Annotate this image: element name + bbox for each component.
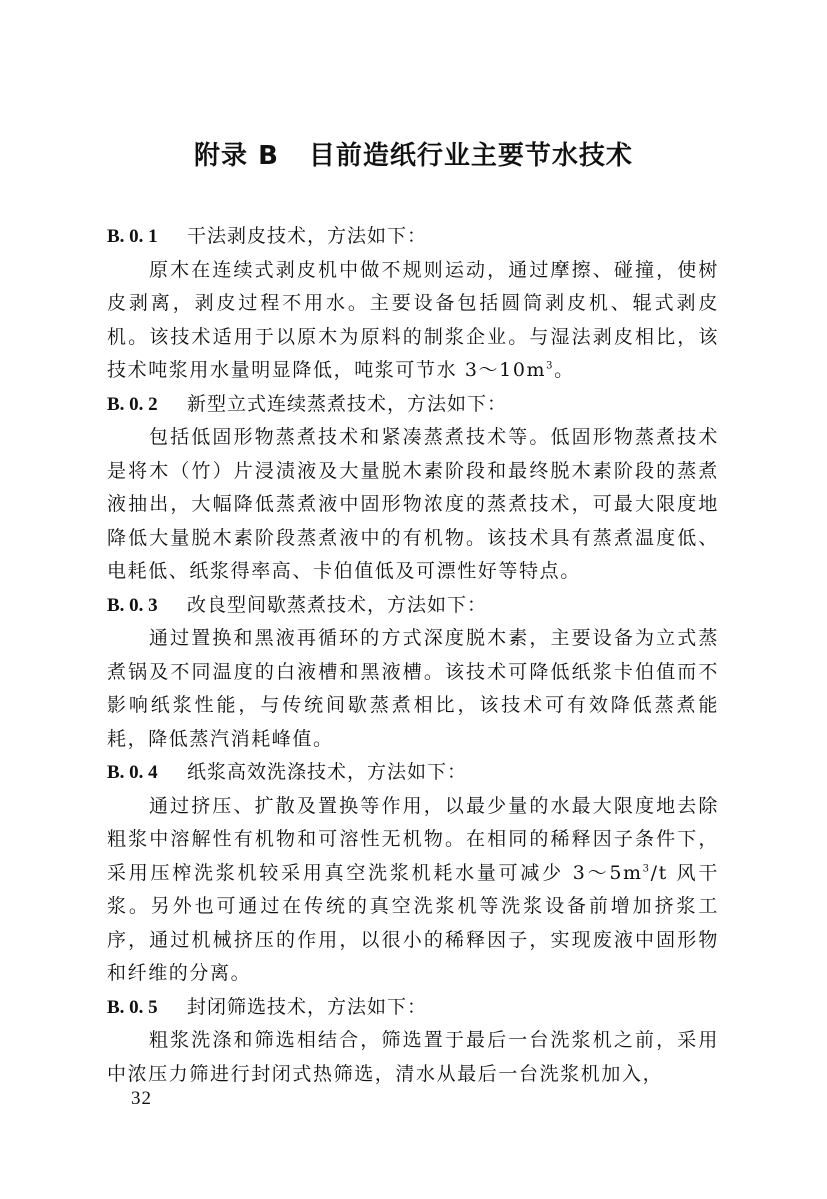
section-title: 新型立式连续蒸煮技术，方法如下：	[187, 392, 508, 415]
superscript: 3	[546, 360, 555, 372]
section-text: 包括低固形物蒸煮技术和紧凑蒸煮技术等。低固形物蒸煮技术是将木（竹）片浸渍液及大量脱木素阶段和最终脱木素阶段的蒸煮液抽出，大幅降低蒸煮液中固形物浓度的蒸煮技术，可最大限度地降低大量脱木素阶段蒸煮液中的有机物。该技术具有蒸煮温度低、电耗低、纸浆得率高、卡伯值低及可漂性好等特点。	[107, 426, 719, 582]
section-body-b05	[107, 1024, 719, 1091]
section-text: 粗浆洗涤和筛选相结合，筛选置于最后一台洗浆机之前，采用中浓压力筛进行封闭式热筛选，清水从最后一台洗浆机加入，	[107, 1029, 719, 1085]
section-title: 干法剥皮技术，方法如下：	[187, 225, 428, 247]
section-heading-b04	[107, 756, 719, 790]
section-heading-b05	[107, 991, 719, 1025]
section-title: 纸浆高效洗涤技术，方法如下：	[187, 761, 468, 783]
section-body-b04	[107, 790, 719, 991]
page-title	[0, 136, 827, 176]
section-number: B. 0. 3	[107, 594, 158, 616]
superscript: 3	[642, 863, 651, 875]
section-text: 通过置换和黑液再循环的方式深度脱木素，主要设备为立式蒸煮锅及不同温度的白液槽和黑液槽。该技术可降低纸浆卡伯值而不影响纸浆性能，与传统间歇蒸煮相比，该技术可有效降低蒸煮能耗，降低蒸汽消耗峰值。	[107, 627, 719, 750]
page-number: 32	[131, 1088, 152, 1109]
document-body	[107, 220, 719, 1091]
section-heading-b01	[107, 220, 719, 254]
section-text-tail: /t 风干浆。另外也可通过在传统的真空洗浆机等洗浆设备前增加挤浆工序，通过机械挤压的作用，以很小的稀释因子，实现废液中固形物和纤维的分离。	[107, 861, 720, 984]
section-number: B. 0. 4	[107, 762, 158, 783]
section-number: B. 0. 1	[107, 226, 158, 247]
section-body-b02	[107, 421, 719, 589]
section-title: 改良型间歇蒸煮技术，方法如下：	[187, 593, 488, 616]
section-body-b03	[107, 622, 719, 756]
section-text-tail: 。	[554, 359, 575, 381]
appendix-label: 附录 B	[194, 141, 279, 171]
section-title: 封闭筛选技术，方法如下：	[187, 995, 428, 1018]
section-heading-b02	[107, 388, 719, 422]
appendix-title: 目前造纸行业主要节水技术	[308, 141, 633, 171]
section-text: 通过挤压、扩散及置换等作用，以最少量的水最大限度地去除粗浆中溶解性有机物和可溶性无机物。在相同的稀释因子条件下，采用压榨洗浆机较采用真空洗浆机耗水量可减少 3～5m	[107, 794, 719, 884]
section-body-b01	[107, 254, 719, 388]
section-number: B. 0. 5	[107, 996, 158, 1018]
section-heading-b03	[107, 589, 719, 623]
section-text: 原木在连续式剥皮机中做不规则运动，通过摩擦、碰撞，使树皮剥离，剥皮过程不用水。主要设备包括圆筒剥皮机、辊式剥皮机。该技术适用于以原木为原料的制浆企业。与湿法剥皮相比，该技术吨浆用水量明显降低，吨浆可节水 3～10m	[107, 258, 719, 381]
section-number: B. 0. 2	[107, 393, 158, 415]
